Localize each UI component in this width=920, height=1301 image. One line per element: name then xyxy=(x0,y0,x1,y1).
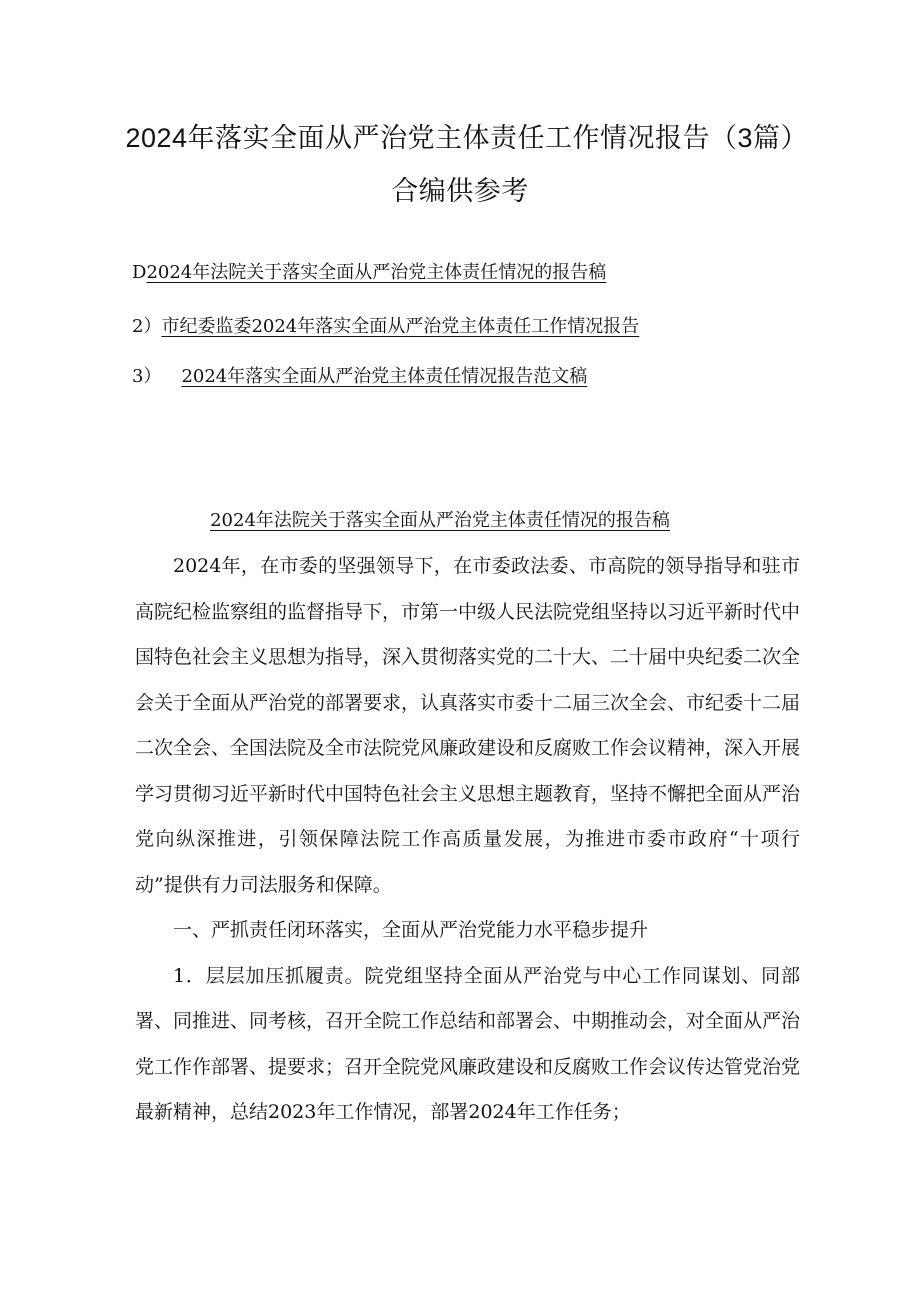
section-title: 2024年法院关于落实全面从严治党主体责任情况的报告稿 xyxy=(210,510,670,531)
toc-item-number: 2） xyxy=(132,316,162,337)
report-body xyxy=(135,544,800,1136)
toc-item-number: D xyxy=(132,262,147,283)
toc-item-1[interactable] xyxy=(132,258,606,284)
document-title: 2024年落实全面从严治党主体责任工作情况报告（3篇）合编供参考 xyxy=(125,123,795,206)
toc-item-link[interactable]: 市纪委监委2024年落实全面从严治党主体责任工作情况报告 xyxy=(161,316,640,337)
toc-item-link[interactable]: 2024年落实全面从严治党主体责任情况报告范文稿 xyxy=(181,366,588,387)
section-heading: 一、严抓责任闭环落实，全面从严治党能力水平稳步提升 xyxy=(173,919,649,941)
toc-item-2[interactable] xyxy=(132,312,639,338)
toc-item-3[interactable] xyxy=(132,362,587,388)
body-paragraph: 1．层层加压抓履责。院党组坚持全面从严治党与中心工作同谋划、同部署、同推进、同考核，召开全院工作总结和部署会、中期推动会，对全面从严治党工作作部署、提要求；召开全院党风廉政建设和反腐败工作会议传达管党治党最新精神，总结2023年工作情况，部署2024年工作任务； xyxy=(135,964,801,1123)
toc-item-link[interactable]: 2024年法院关于落实全面从严治党主体责任情况的报告稿 xyxy=(146,262,607,283)
body-paragraph: 2024年，在市委的坚强领导下，在市委政法委、市高院的领导指导和驻市高院纪检监察组的监督指导下，市第一中级人民法院党组坚持以习近平新时代中国特色社会主义思想为指导，深入贯彻落实党的二十大、二十届中央纪委二次全会关于全面从严治党的部署要求，认真落实市委十二届三次全会、市纪委十二届二次全会、全国法院及全市法院党风廉政建设和反腐败工作会议精神，深入开展学习贯彻习近平新时代中国特色社会主义思想主题教育，坚持不懈把全面从严治党向纵深推进，引领保障法院工作高质量发展，为推进市委市政府“十项行动”提供有力司法服务和保障。 xyxy=(135,555,801,896)
toc-item-number: 3） xyxy=(132,366,162,387)
